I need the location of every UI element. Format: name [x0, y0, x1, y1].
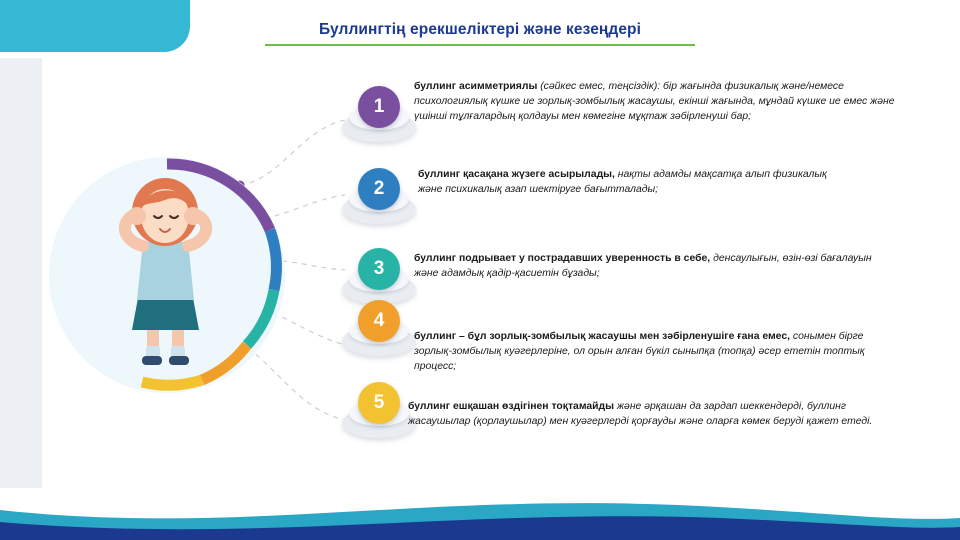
step-text-1-rest: (сәйкес емес, теңсіздік): бір жағында физикалық және/немесе психологиялық күшке ие зорлық-зомбылық жасаушы, екінші жағында, мұндай күшке ие емес және үшінші тұлғалардың қолдауы мен көмегіне мұқтаж зәбірленуші бар;: [414, 81, 895, 122]
step-badge-2: [340, 168, 418, 228]
step-text-3: [414, 252, 894, 282]
girl-covering-ears-illustration: [42, 150, 292, 400]
step-number-circle: 5: [358, 382, 400, 424]
left-gray-panel: [0, 58, 42, 488]
step-text-2-bold: буллинг қасақана жүзеге асырылады,: [418, 169, 615, 180]
step-badge-1: [340, 86, 418, 146]
step-text-5-rest: және әрқашан да зардап шеккендерді, буллинг жасаушылар (қорлаушылар) мен куәгерлерді қорғауды және оларға көмек беруді қажет етеді.: [408, 401, 873, 427]
step-text-5: [408, 400, 888, 430]
step-text-1-bold: буллинг асимметриялы: [414, 81, 538, 92]
title-underline: [265, 44, 695, 46]
step-text-4-rest: сонымен бірге зорлық-зомбылық куәгерлеріне, ол орын алған бүкіл сыныпқа (топқа) әсер ететін топтық процесс;: [414, 331, 865, 372]
step-number-circle: 3: [358, 248, 400, 290]
step-text-5-bold: буллинг ешқашан өздігінен тоқтамайды: [408, 401, 615, 412]
step-text-4-bold: буллинг – бұл зорлық-зомбылық жасаушы мен зәбірленушіге ғана емес,: [414, 331, 790, 342]
bottom-wave-decoration: [0, 496, 960, 540]
step-number-circle: 2: [358, 168, 400, 210]
step-text-1: [414, 80, 904, 124]
step-badge-5: [340, 382, 418, 442]
step-number-circle: 1: [358, 86, 400, 128]
step-text-4: [414, 330, 884, 374]
page-title: Буллингтің ерекшеліктері және кезеңдері: [318, 21, 642, 38]
step-badge-3: [340, 248, 418, 308]
step-text-2: [418, 168, 838, 198]
top-left-accent-bar: [0, 0, 190, 52]
step-text-2-rest: нақты адамды мақсатқа алып физикалық және психикалық азап шектіруге бағытталады;: [418, 169, 827, 195]
step-number-circle: 4: [358, 300, 400, 342]
page-title-block: [265, 20, 695, 46]
step-text-3-bold: буллинг подрывает у пострадавших уверенность в себе,: [414, 253, 711, 264]
step-badge-4: [340, 300, 418, 360]
step-text-3-rest: денсаулығын, өзін-өзі бағалауын және адамдық қадір-қасиетін бұзады;: [414, 253, 872, 279]
